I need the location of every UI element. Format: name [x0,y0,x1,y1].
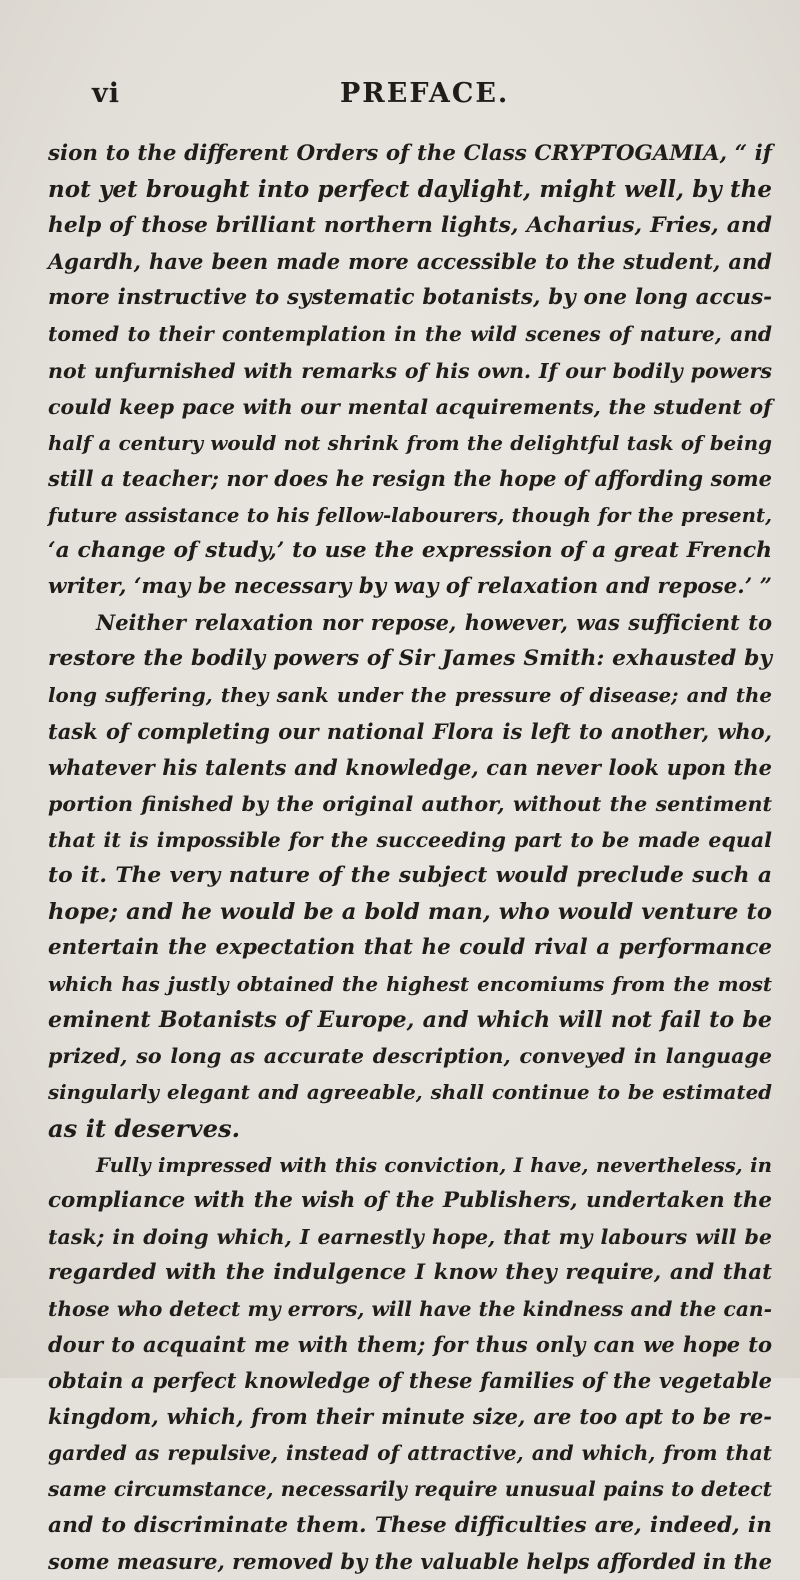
text-line: which has justly obtained the highest encomiums from the most [48,972,772,997]
text-line: still a teacher; nor does he resign the hope of affording some [48,465,772,491]
text-line: not unfurnished with remarks of his own. If our bodily powers [48,358,772,383]
text-line: hope; and he would be a bold man, who would venture to [48,898,772,925]
text-line: help of those brilliant northern lights, Acharius, Fries, and [48,213,772,239]
text-line: task of completing our national Flora is left to another, who, [48,718,772,744]
text-line: entertain the expectation that he could rival a performance [48,935,772,961]
text-line: eminent Botanists of Europe, and which will not fail to be [48,1007,772,1034]
text-line: kingdom, which, from their minute size, are too apt to be re- [48,1404,772,1430]
paragraph-start-line: Fully impressed with this conviction, I have, nevertheless, in [96,1152,772,1177]
text-line: obtain a perfect knowledge of these families of the vegetable [48,1368,772,1394]
body-text [48,136,772,1580]
text-line: sion to the different Orders of the Class CRYPTOGAMIA, “ if [48,141,772,166]
text-line: and to discriminate them. These difficulties are, indeed, in [48,1512,772,1538]
text-line: same circumstance, necessarily require unusual pains to detect [48,1477,772,1502]
text-line: restore the bodily powers of Sir James Smith: exhausted by [48,646,772,672]
text-line: regarded with the indulgence I know they require, and that [48,1259,772,1285]
text-line: ‘a change of study,’ to use the expression of a great French [48,538,772,564]
text-line: could keep pace with our mental acquirements, the student of [48,394,772,419]
text-line: future assistance to his fellow-labourers, though for the present, [48,502,772,527]
text-line: that it is impossible for the succeeding part to be made equal [48,827,772,852]
text-line: more instructive to systematic botanists, by one long accus- [48,285,772,311]
running-head [0,78,800,118]
text-line: task; in doing which, I earnestly hope, that my labours will be [48,1224,772,1249]
text-line: writer, ‘may be necessary by way of relaxation and repose.’ ” [48,574,772,600]
page-number: vi [92,78,120,109]
text-line: prized, so long as accurate description, conveyed in language [48,1044,772,1069]
text-line: compliance with the wish of the Publishers, undertaken the [48,1187,772,1213]
text-line: portion finished by the original author, without the sentiment [48,791,772,816]
text-line: long suffering, they sank under the pressure of disease; and the [48,683,772,708]
text-line: not yet brought into perfect daylight, might well, by the [48,176,772,204]
text-line: whatever his talents and knowledge, can never look upon the [48,754,772,780]
paragraph-end-line: as it deserves. [48,1113,241,1143]
text-line: tomed to their contemplation in the wild scenes of nature, and [48,322,772,347]
text-line: half a century would not shrink from the delightful task of being [48,430,772,455]
text-line: some measure, removed by the valuable helps afforded in the [48,1548,772,1574]
paragraph-start-line: Neither relaxation nor repose, however, was sufficient to [96,610,772,636]
text-line: singularly elegant and agreeable, shall continue to be estimated [48,1080,772,1105]
text-line: garded as repulsive, instead of attractive, and which, from that [48,1441,772,1466]
text-line: to it. The very nature of the subject would preclude such a [48,862,772,888]
running-title: PREFACE. [340,78,510,109]
text-line: Agardh, have been made more accessible to the student, and [48,249,772,275]
text-line: those who detect my errors, will have the kindness and the can- [48,1297,772,1321]
text-line: dour to acquaint me with them; for thus only can we hope to [48,1332,772,1358]
